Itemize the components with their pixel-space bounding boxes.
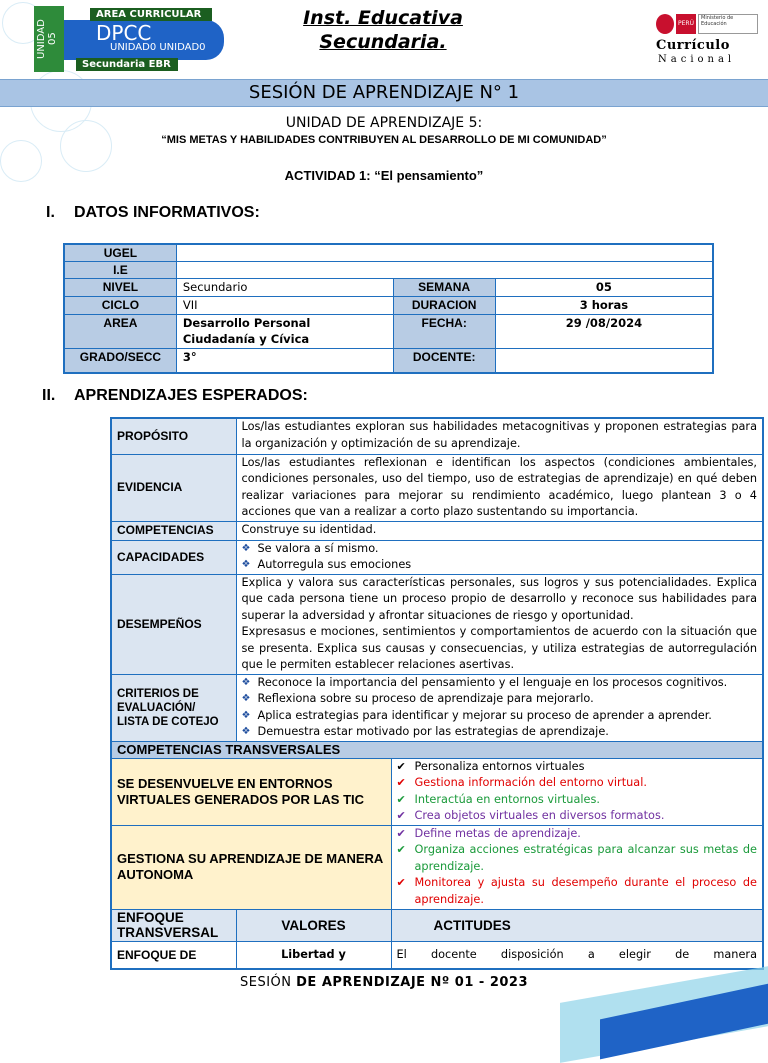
valores-header: VALORES	[236, 909, 391, 941]
section-1-title: DATOS INFORMATIVOS:	[74, 204, 260, 221]
shield-icon	[656, 14, 674, 34]
ugel-value	[176, 244, 713, 262]
actitudes-header: ACTITUDES	[391, 909, 763, 941]
list-item: ✔ Personaliza entornos virtuales	[397, 759, 758, 776]
list-item: ✔ Interactúa en entornos virtuales.	[397, 792, 758, 809]
learning-table	[110, 417, 764, 970]
diamond-icon: ❖	[241, 726, 251, 737]
unit-title: UNIDAD DE APRENDIZAJE 5:	[285, 115, 483, 131]
curriculo-nacional-logo: PERÚ Ministerio de Educación Currículo Nacional	[654, 12, 758, 68]
check-icon: ✔	[396, 776, 406, 789]
list-item: ❖ Se valora a sí mismo.	[242, 541, 758, 558]
grado-label: GRADO/SECC	[64, 349, 176, 373]
proposito-label: PROPÓSITO	[111, 418, 236, 454]
check-icon: ✔	[396, 826, 406, 840]
session-title: SESIÓN DE APRENDIZAJE N° 1	[0, 79, 768, 107]
level-label: Secundaria EBR	[76, 58, 178, 71]
institution-name: Inst. Educativa Secundaria.	[303, 7, 463, 53]
check-icon: ✔	[396, 876, 406, 889]
check-icon: ✔	[396, 759, 406, 773]
capacidades-label: CAPACIDADES	[111, 540, 236, 574]
info-table	[63, 243, 714, 374]
ugel-label: UGEL	[64, 244, 176, 262]
ciclo-value: VII	[176, 297, 393, 315]
ie-label: I.E	[64, 262, 176, 279]
enfoque-header: ENFOQUE TRANSVERSAL	[111, 909, 236, 941]
tic-list	[391, 758, 763, 825]
fecha-value: 29 /08/2024	[495, 315, 713, 349]
list-item: ❖ Reflexiona sobre su proceso de aprendizaje para mejorarlo.	[242, 691, 758, 708]
area-value: Desarrollo Personal Ciudadanía y Cívica	[176, 315, 393, 349]
ie-value	[176, 262, 713, 279]
autonoma-competence: GESTIONA SU APRENDIZAJE DE MANERA AUTONOMA	[111, 825, 391, 909]
list-item: ✔ Organiza acciones estratégicas para alcanzar sus metas de aprendizaje.	[397, 842, 758, 875]
ciclo-label: CICLO	[64, 297, 176, 315]
unit-badge	[6, 6, 226, 72]
proposito-text: Los/las estudiantes exploran sus habilidades metacognitivas y proponen estrategias para la organización y optimización de su aprendizaje.	[236, 418, 763, 454]
valor-cell: Libertad y	[236, 941, 391, 969]
area-label: AREA	[64, 315, 176, 349]
nivel-value: Secundario	[176, 279, 393, 297]
competencias-transversales-header: COMPETENCIAS TRANSVERSALES	[111, 741, 763, 758]
unit-number: UNIDAD 05	[36, 19, 58, 59]
list-item: ❖ Aplica estrategias para identificar y mejorar su proceso de aprender a aprender.	[242, 708, 758, 725]
unit-name: “MIS METAS Y HABILIDADES CONTRIBUYEN AL DESARROLLO DE MI COMUNIDAD”	[161, 134, 607, 146]
diamond-icon: ❖	[241, 693, 251, 704]
list-item: ❖ Demuestra estar motivado por las estrategias de aprendizaje.	[242, 724, 758, 741]
tic-competence: SE DESENVUELVE EN ENTORNOS VIRTUALES GENERADOS POR LAS TIC	[111, 758, 391, 825]
nivel-label: NIVEL	[64, 279, 176, 297]
section-2-title: APRENDIZAJES ESPERADOS:	[74, 387, 308, 404]
list-item: ❖ Reconoce la importancia del pensamiento y el lenguaje en los procesos cognitivos.	[242, 675, 758, 692]
autonoma-list	[391, 825, 763, 909]
activity-title: ACTIVIDAD 1: “El pensamiento”	[284, 168, 484, 183]
diamond-icon: ❖	[241, 542, 251, 554]
desempenos-label: DESEMPEÑOS	[111, 574, 236, 674]
grado-value: 3°	[176, 349, 393, 373]
capacidades-list	[236, 540, 763, 574]
list-item: ✔ Define metas de aprendizaje.	[397, 826, 758, 843]
criterios-list	[236, 674, 763, 741]
diamond-icon: ❖	[241, 559, 251, 570]
desempenos-text: Explica y valora sus características personales, sus logros y sus potencialidades. Explica que cada persona tiene un proceso propio de desarrollo y reconoce sus habilidades para superar la adversidad y afrontar situaciones de riesgo y oportunidad. Expresasus e mociones, sentimientos y comportamientos de acuerdo con la situación que se presenta. Explica sus causas y consecuencias, y utiliza estrategias de autorregulación que le permiten establecer relaciones asertivas.	[236, 574, 763, 674]
diamond-icon: ❖	[241, 709, 251, 721]
semana-label: SEMANA	[393, 279, 495, 297]
section-1-number: I.	[46, 204, 55, 221]
actitud-cell: El docente disposición a elegir de manera	[391, 941, 763, 969]
criterios-label: CRITERIOS DE EVALUACIÓN/ LISTA DE COTEJO	[111, 674, 236, 741]
diamond-icon: ❖	[241, 676, 251, 688]
semana-value: 05	[495, 279, 713, 297]
list-item: ✔ Crea objetos virtuales en diversos formatos.	[397, 808, 758, 825]
fecha-label: FECHA:	[393, 315, 495, 349]
docente-label: DOCENTE:	[393, 349, 495, 373]
area-curricular-label: AREA CURRICULAR	[90, 8, 212, 21]
section-2-number: II.	[42, 387, 56, 404]
evidencia-text: Los/las estudiantes reflexionan e identifican los aspectos (condiciones ambientales, condiciones personales, uso del tiempo, uso de estrategias de aprendizaje) en qué deben realizar variaciones para mejorar su rendimiento académico, luego plantean 3 o 4 acciones que van a realizar a corto plazo sustentando su importancia.	[236, 454, 763, 521]
check-icon: ✔	[396, 792, 406, 806]
list-item: ✔ Monitorea y ajusta su desempeño durante el proceso de aprendizaje.	[397, 875, 758, 908]
check-icon: ✔	[396, 809, 406, 822]
evidencia-label: EVIDENCIA	[111, 454, 236, 521]
check-icon: ✔	[396, 843, 406, 856]
list-item: ❖ Autorregula sus emociones	[242, 557, 758, 574]
competencias-text: Construye su identidad.	[236, 521, 763, 540]
competencias-label: COMPETENCIAS	[111, 521, 236, 540]
docente-value	[495, 349, 713, 373]
footer: SESIÓN DE APRENDIZAJE Nº 01 - 2023	[239, 975, 529, 990]
list-item: ✔ Gestiona información del entorno virtual.	[397, 775, 758, 792]
course-name: DPCC	[96, 21, 152, 45]
unit-line: UNIDAD0 UNIDAD0	[110, 42, 206, 53]
enfoque-cell: ENFOQUE DE	[111, 941, 236, 969]
duracion-value: 3 horas	[495, 297, 713, 315]
duracion-label: DURACION	[393, 297, 495, 315]
